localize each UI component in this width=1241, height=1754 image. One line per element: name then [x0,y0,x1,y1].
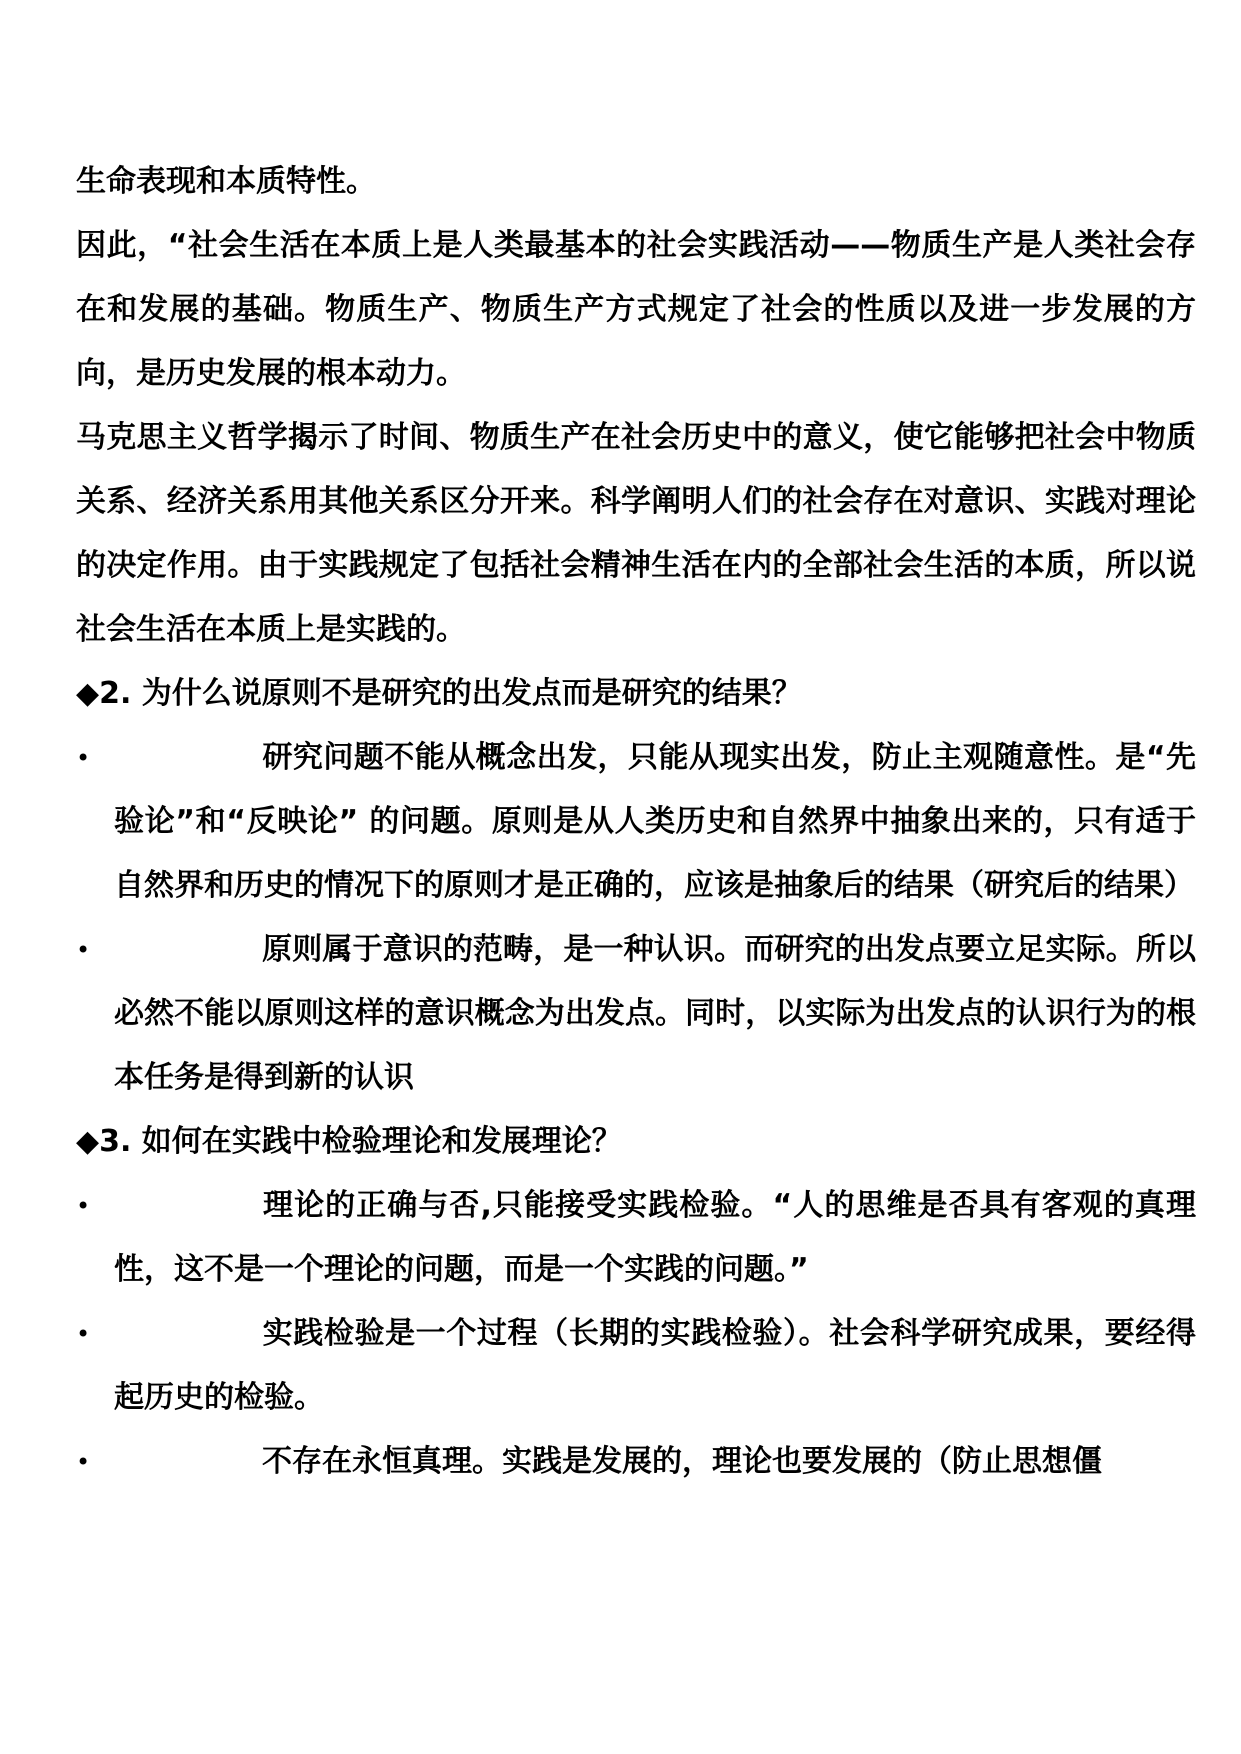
bullet-icon: • [76,1448,91,1476]
question-3-heading: ◆3. 如何在实践中检验理论和发展理论？ [76,1124,622,1159]
bullet-icon: • [76,1192,91,1220]
bullet-text: 实践检验是一个过程（长期的实践检验）。社会科学研究成果，要经得起历史的检验。 [114,1316,1196,1415]
bullet-icon: • [76,936,91,964]
paragraph-2: 因此，“社会生活在本质上是人类最基本的社会实践活动——物质生产是人类社会存在和发展的基础。物质生产、物质生产方式规定了社会的性质以及进一步发展的方向，是历史发展的根本动力。 [76,228,1196,391]
bullet-icon: • [76,1320,91,1348]
question-3-bullet-2 [76,1302,1196,1430]
question-3-bullet-1 [76,1174,1196,1302]
bullet-text: 研究问题不能从概念出发，只能从现实出发，防止主观随意性。是“先验论”和“反映论” 的问题。原则是从人类历史和自然界中抽象出来的，只有适于自然界和历史的情况下的原则才是正确的，应该是抽象后的结果（研究后的结果） [114,740,1196,903]
question-2-bullet-1 [76,726,1196,918]
bullet-icon: • [76,744,91,772]
paragraph-3: 马克思主义哲学揭示了时间、物质生产在社会历史中的意义，使它能够把社会中物质关系、经济关系用其他关系区分开来。科学阐明人们的社会存在对意识、实践对理论的决定作用。由于实践规定了包括社会精神生活在内的全部社会生活的本质，所以说社会生活在本质上是实践的。 [76,420,1196,647]
question-2-heading: ◆2. 为什么说原则不是研究的出发点而是研究的结果？ [76,676,802,711]
document-body [76,150,1196,1494]
bullet-text: 原则属于意识的范畴，是一种认识。而研究的出发点要立足实际。所以必然不能以原则这样的意识概念为出发点。同时，以实际为出发点的认识行为的根本任务是得到新的认识 [114,932,1196,1095]
question-2-bullet-2 [76,918,1196,1110]
question-3-bullet-3 [76,1430,1196,1494]
bullet-text: 理论的正确与否,只能接受实践检验。“人的思维是否具有客观的真理性，这不是一个理论的问题，而是一个实践的问题。” [114,1188,1196,1287]
bullet-text: 不存在永恒真理。实践是发展的，理论也要发展的（防止思想僵 [262,1444,1102,1479]
paragraph-1: 生命表现和本质特性。 [76,164,376,199]
